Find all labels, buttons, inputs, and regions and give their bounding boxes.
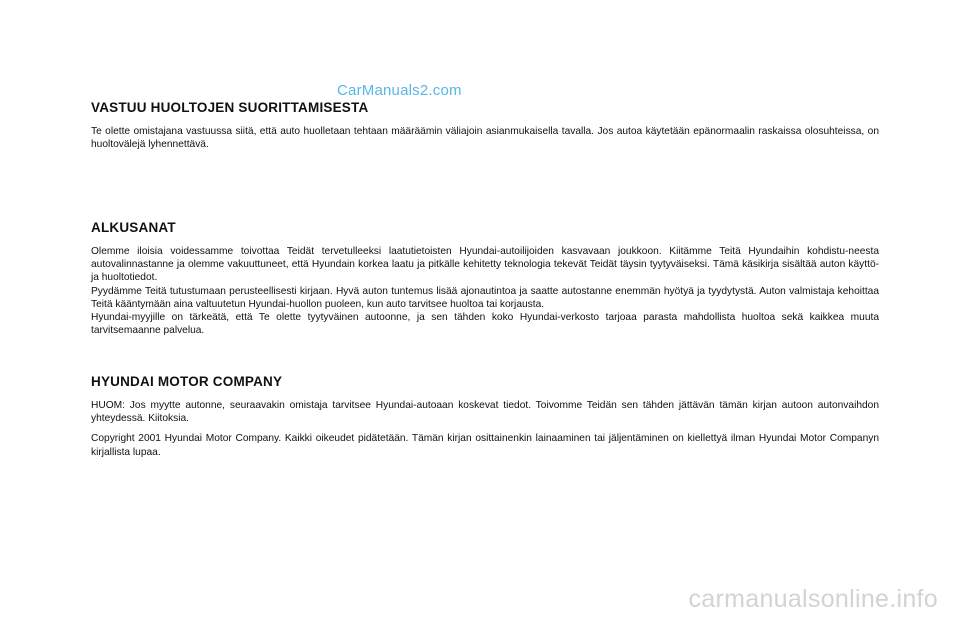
- section-heading: HYUNDAI MOTOR COMPANY: [91, 374, 283, 389]
- section-paragraph: Hyundai-myyjille on tärkeätä, että Te olette tyytyväinen autoonne, ja sen tähden koko Hyundai-verkosto tarjoaa parasta mahdollista huoltoa sekä kaikkea muuta tarvitsemaanne palvelua.: [91, 312, 879, 337]
- section-paragraph: Olemme iloisia voidessamme toivottaa Teidät tervetulleeksi laatutietoisten Hyundai-autoilijoiden kasvavaan joukkoon. Kiitämme Teitä Hyundaihin kohdistu-neesta autovalinnastanne ja olemme vakuuttuneet, että Hyundain korkea laatu ja pitkälle kehitetty teknologia tekevät Teidät täysin tyytyväiseksi. Tämä käsikirja sisältää auton käyttö- ja huoltotiedot.: [91, 246, 879, 284]
- section-hyundai-motor-company: [91, 374, 879, 459]
- section-paragraph: Pyydämme Teitä tutustumaan perusteellisesti kirjaan. Hyvä auton tuntemus lisää ajonautintoa ja saatte autostanne enemmän hyötyä ja tyydytystä. Auton valmistaja kehoittaa Teitä kääntymään aina valtuutetun Hyundai-huollon puoleen, kun auto tarvitsee huoltoa tai korjausta.: [91, 285, 879, 310]
- watermark-top: CarManuals2.com: [337, 82, 462, 99]
- section-service-responsibility: [91, 100, 879, 151]
- section-heading: ALKUSANAT: [91, 220, 176, 235]
- section-foreword: [91, 220, 879, 337]
- watermark-bottom: carmanualsonline.info: [688, 585, 938, 613]
- section-paragraph: HUOM: Jos myytte autonne, seuraavakin omistaja tarvitsee Hyundai-autoaan koskevat tiedot. Toivomme Teidän sen tähden jättävän tämän kirjan autoon autonvaihdon yhteydessä. Kiitoksia.: [91, 400, 879, 425]
- section-heading: VASTUU HUOLTOJEN SUORITTAMISESTA: [91, 100, 369, 115]
- section-paragraph: Copyright 2001 Hyundai Motor Company. Kaikki oikeudet pidätetään. Tämän kirjan osittainenkin lainaaminen tai jäljentäminen on kiellettyä ilman Hyundai Motor Companyn kirjallista lupaa.: [91, 433, 879, 458]
- section-paragraph: Te olette omistajana vastuussa siitä, että auto huolletaan tehtaan määräämin väliajoin asianmukaisella tavalla. Jos autoa käytetään epänormaalin raskaissa olosuhteissa, on huoltovälejä lyhennettävä.: [91, 126, 879, 151]
